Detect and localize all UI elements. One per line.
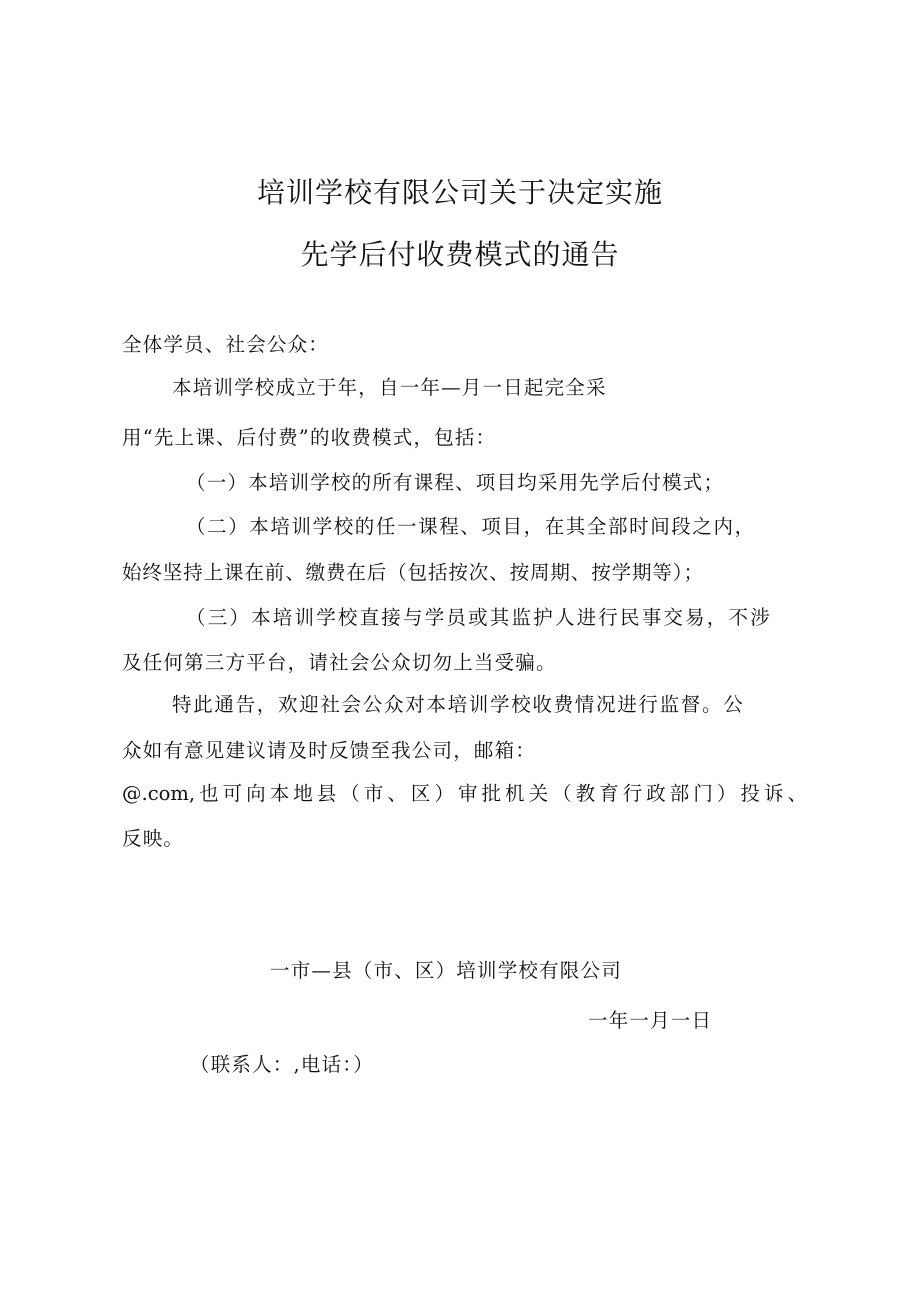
contact-info: （联系人：,电话：） xyxy=(190,1053,374,1076)
signature-organization: 一市—县（市、区）培训学校有限公司 xyxy=(270,959,622,982)
document-title-line-1: 培训学校有限公司关于决定实施 xyxy=(256,176,663,209)
closing-paragraph-line-3: @.com,也可向本地县（市、区）审批机关（教育行政部门）投诉、 xyxy=(122,782,807,805)
item-2-line-1: （二）本培训学校的任一课程、项目，在其全部时间段之内， xyxy=(186,515,756,538)
paragraph-1-line-2: 用“先上课、后付费”的收费模式，包括： xyxy=(122,426,497,449)
signature-date: 一年一月一日 xyxy=(588,1009,713,1032)
document-title-line-2: 先学后付收费模式的通告 xyxy=(300,238,620,271)
paragraph-1-line-1: 本培训学校成立于年，自一年—月一日起完全采 xyxy=(172,376,607,399)
item-3-line-1: （三）本培训学校直接与学员或其监护人进行民事交易，不涉 xyxy=(186,606,772,629)
salutation: 全体学员、社会公众： xyxy=(122,333,330,356)
item-2-line-2: 始终坚持上课在前、缴费在后（包括按次、按周期、按学期等）； xyxy=(122,561,704,584)
closing-paragraph-line-4: 反映。 xyxy=(122,827,185,850)
item-3-line-2: 及任何第三方平台，请社会公众切勿上当受骗。 xyxy=(122,651,557,674)
item-1-line-1: （一）本培训学校的所有课程、项目均采用先学后付模式； xyxy=(186,471,725,494)
closing-paragraph-line-1: 特此通告，欢迎社会公众对本培训学校收费情况进行监督。公 xyxy=(172,693,745,716)
closing-paragraph-line-2: 众如有意见建议请及时反馈至我公司，邮箱： xyxy=(122,739,537,762)
